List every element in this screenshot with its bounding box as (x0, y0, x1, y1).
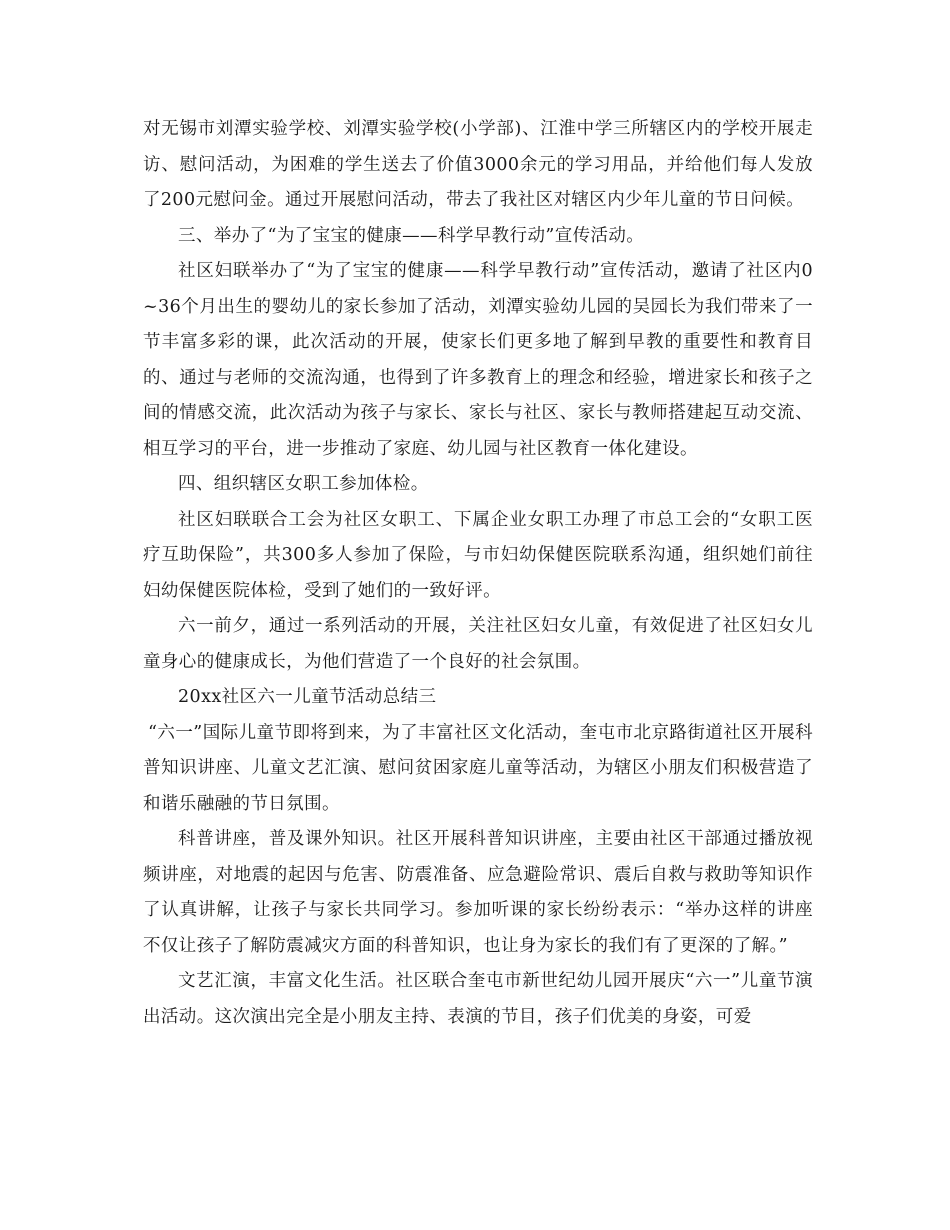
section-title-summary-three: 20xx社区六一儿童节活动总结三 (178, 687, 437, 707)
document-body (143, 112, 813, 1035)
paragraph-health-check: 社区妇联联合工会为社区女职工、下属企业女职工办理了市总工会的“女职工医疗互助保险”，共300多人参加了保险，与市妇幼保健医院联系沟通，组织她们前往妇幼保健医院体检，受到了她们的一致好评。 (143, 509, 813, 601)
section-heading-early-education: 三、举办了“为了宝宝的健康——科学早教行动”宣传活动。 (178, 225, 645, 246)
paragraph-science-lecture: 科普讲座，普及课外知识。社区开展科普知识讲座，主要由社区干部通过播放视频讲座，对地震的起因与危害、防震准备、应急避险常识、震后自救与救助等知识作了认真讲解，让孩子与家长共同学习。参加听课的家长纷纷表示：“举办这样的讲座不仅让孩子了解防震减灾方面的科普知识，也让身为家长的我们有了更深的了解。” (143, 829, 813, 956)
paragraph-summary: 六一前夕，通过一系列活动的开展，关注社区妇女儿童，有效促进了社区妇女儿童身心的健康成长，为他们营造了一个良好的社会氛围。 (143, 616, 813, 672)
section-heading-health-check: 四、组织辖区女职工参加体检。 (178, 474, 429, 494)
paragraph-continued-visits: 对无锡市刘潭实验学校、刘潭实验学校(小学部)、江淮中学三所辖区内的学校开展走访、慰问活动，为困难的学生送去了价值3000余元的学习用品，并给他们每人发放了200元慰问金。通过开展慰问活动，带去了我社区对辖区内少年儿童的节日问候。 (143, 119, 813, 210)
paragraph-childrens-day-intro: “六一”国际儿童节即将到来，为了丰富社区文化活动，奎屯市北京路街道社区开展科普知识讲座、儿童文艺汇演、慰问贫困家庭儿童等活动，为辖区小朋友们积极营造了和谐乐融融的节日氛围。 (143, 722, 813, 814)
paragraph-early-education: 社区妇联举办了“为了宝宝的健康——科学早教行动”宣传活动，邀请了社区内0~36个月出生的婴幼儿的家长参加了活动，刘潭实验幼儿园的吴园长为我们带来了一节丰富多彩的课，此次活动的开展，使家长们更多地了解到早教的重要性和教育目的、通过与老师的交流沟通，也得到了许多教育上的理念和经验，增进家长和孩子之间的情感交流，此次活动为孩子与家长、家长与社区、家长与教师搭建起互动交流、相互学习的平台，进一步推动了家庭、幼儿园与社区教育一体化建设。 (143, 261, 813, 459)
paragraph-art-performance: 文艺汇演，丰富文化生活。社区联合奎屯市新世纪幼儿园开展庆“六一”儿童节演出活动。这次演出完全是小朋友主持、表演的节目，孩子们优美的身姿，可爱 (143, 971, 813, 1027)
